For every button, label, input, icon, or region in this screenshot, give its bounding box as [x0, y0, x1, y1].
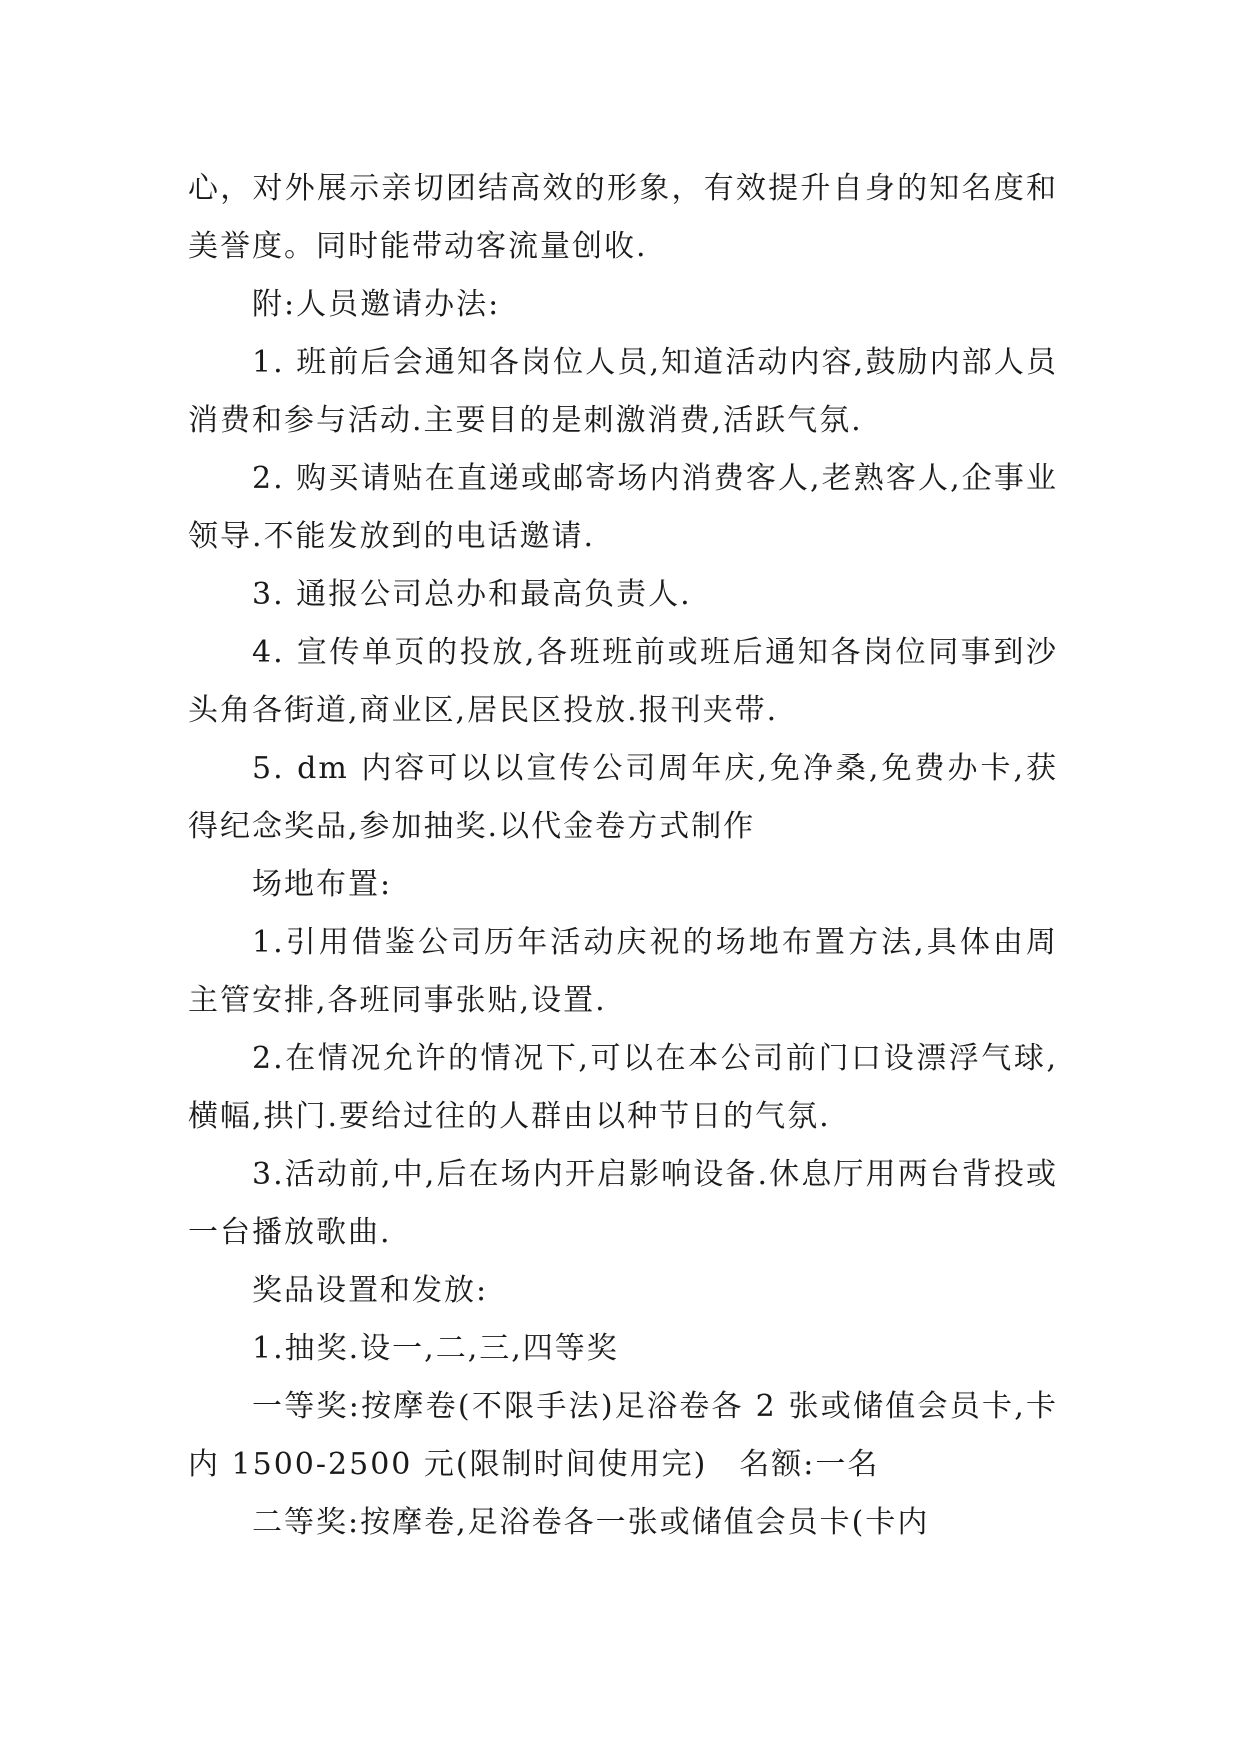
paragraph-4: 2. 购买请贴在直递或邮寄场内消费客人,老熟客人,企事业领导.不能发放到的电话邀请.	[188, 461, 1058, 554]
paragraph-5: 3. 通报公司总办和最高负责人.	[252, 577, 692, 612]
paragraph-6: 4. 宣传单页的投放,各班班前或班后通知各岗位同事到沙头角各街道,商业区,居民区投放.报刊夹带.	[188, 635, 1058, 728]
paragraph-9: 1.引用借鉴公司历年活动庆祝的场地布置方法,具体由周主管安排,各班同事张贴,设置.	[188, 925, 1058, 1018]
paragraph-3: 1. 班前后会通知各岗位人员,知道活动内容,鼓励内部人员消费和参与活动.主要目的是刺激消费,活跃气氛.	[188, 345, 1058, 438]
paragraph-14: 一等奖:按摩卷(不限手法)足浴卷各 2 张或储值会员卡,卡内 1500-2500 元(限制时间使用完) 名额:一名	[188, 1389, 1058, 1482]
paragraph-7: 5. dm 内容可以以宣传公司周年庆,免净桑,免费办卡,获得纪念奖品,参加抽奖.以代金卷方式制作	[188, 751, 1058, 844]
document-body	[188, 160, 1058, 1552]
paragraph-1: 心，对外展示亲切团结高效的形象，有效提升自身的知名度和美誉度。同时能带动客流量创收.	[188, 171, 1058, 264]
paragraph-8: 场地布置:	[252, 867, 393, 902]
paragraph-13: 1.抽奖.设一,二,三,四等奖	[252, 1331, 619, 1366]
paragraph-15: 二等奖:按摩卷,足浴卷各一张或储值会员卡(卡内	[252, 1505, 930, 1540]
paragraph-11: 3.活动前,中,后在场内开启影响设备.休息厅用两台背投或一台播放歌曲.	[188, 1157, 1058, 1250]
paragraph-10: 2.在情况允许的情况下,可以在本公司前门口设漂浮气球,横幅,拱门.要给过往的人群由以种节日的气氛.	[188, 1041, 1058, 1134]
paragraph-12: 奖品设置和发放:	[252, 1273, 489, 1308]
paragraph-2: 附:人员邀请办法:	[252, 287, 501, 322]
